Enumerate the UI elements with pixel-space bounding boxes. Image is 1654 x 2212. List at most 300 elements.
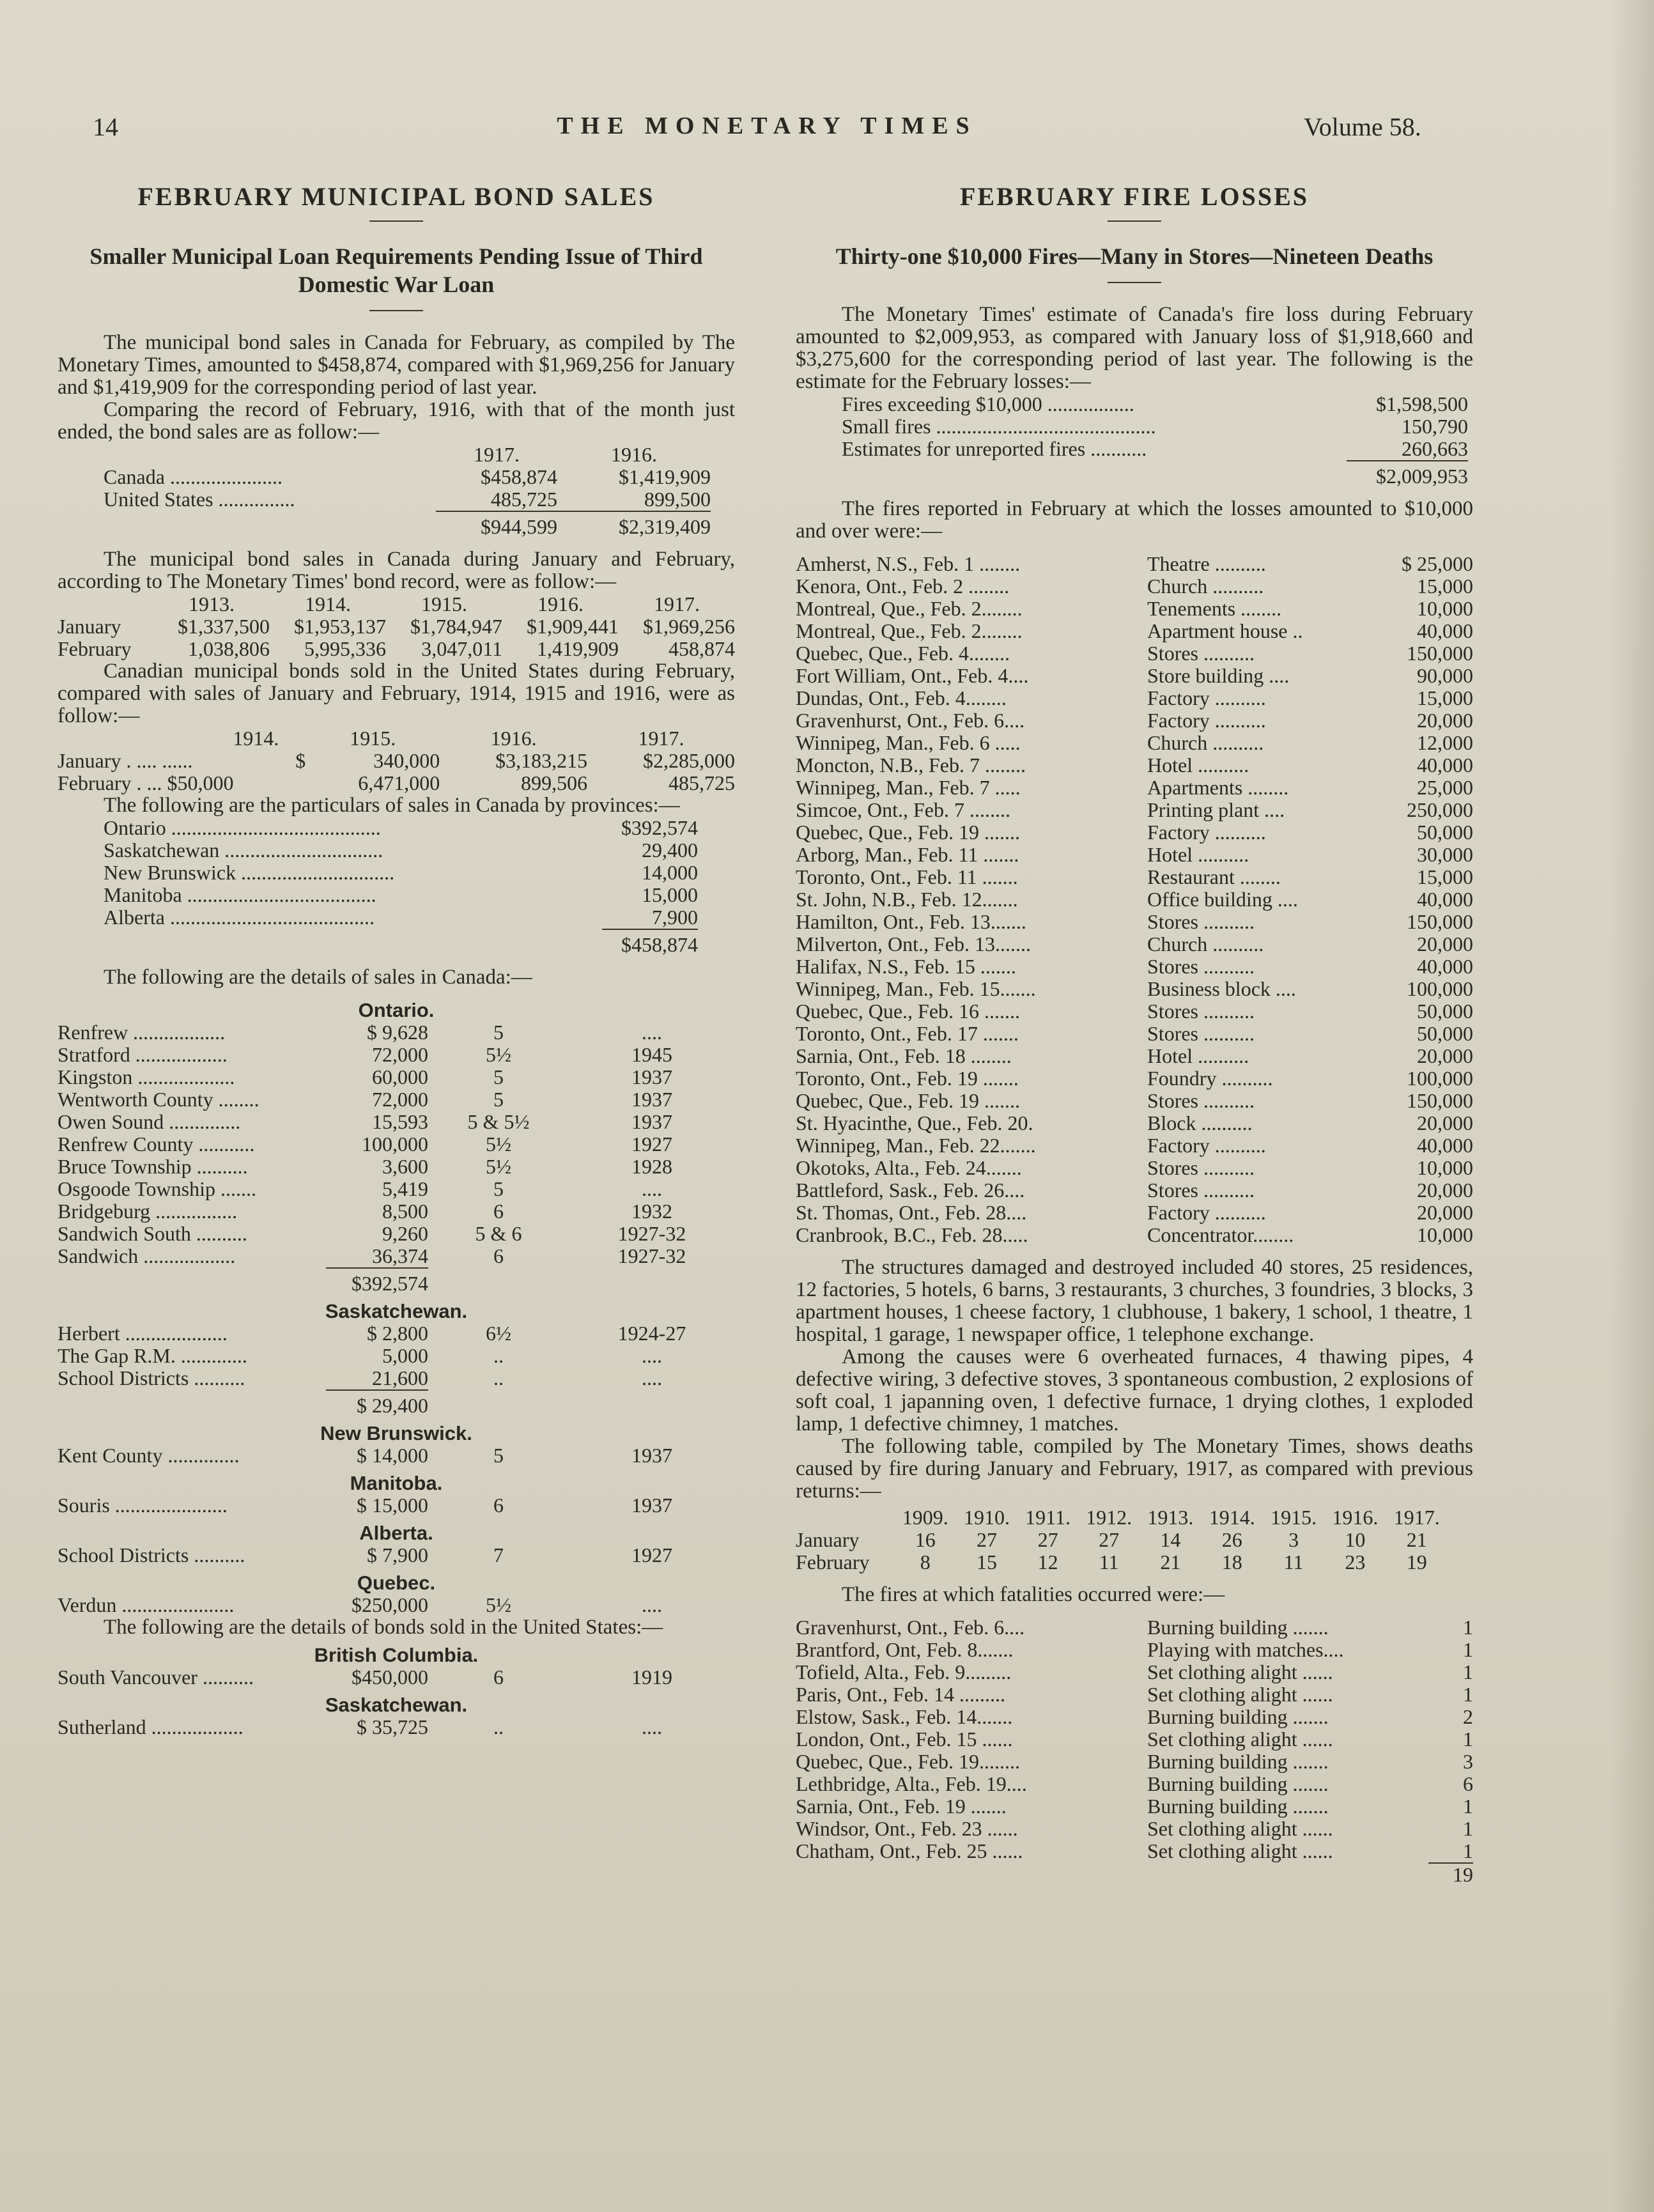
us-details-table xyxy=(58,1639,735,1738)
table-row xyxy=(796,978,1473,1000)
fire-property: Hotel .......... xyxy=(1147,754,1249,777)
section-heading: Ontario. xyxy=(358,999,435,1021)
table-row xyxy=(796,1751,1473,1773)
cell: $392,574 xyxy=(621,816,698,839)
cell: 5½ xyxy=(486,1593,511,1616)
paragraph: The municipal bond sales in Canada during January and February, according to The Monetary Times' bond record, were as follow:— xyxy=(58,548,735,593)
fatality-cause: Burning building ....... xyxy=(1147,1795,1329,1818)
fire-loss: 40,000 xyxy=(1417,619,1473,642)
details-table xyxy=(58,994,735,1616)
cell: 899,500 xyxy=(644,488,711,511)
cell: 9,260 xyxy=(382,1222,428,1245)
fire-loss: 20,000 xyxy=(1417,1111,1473,1134)
fire-location: Amherst, N.S., Feb. 1 ........ xyxy=(796,552,1021,575)
total-cell: 19 xyxy=(1428,1863,1473,1886)
column-header: 1916. xyxy=(537,592,584,615)
fire-property: Restaurant ........ xyxy=(1147,865,1281,888)
fire-location: Simcoe, Ont., Feb. 7 ........ xyxy=(796,798,1010,821)
cell: 8,500 xyxy=(382,1200,428,1223)
section-heading: New Brunswick. xyxy=(320,1422,472,1444)
cell: 21 xyxy=(1406,1528,1427,1551)
cell: $450,000 xyxy=(352,1666,428,1689)
fatality-count: 1 xyxy=(1463,1728,1473,1751)
fatality-location: Sarnia, Ont., Feb. 19 ....... xyxy=(796,1795,1007,1818)
fire-property: Hotel .......... xyxy=(1147,843,1249,866)
fire-location: Dundas, Ont., Feb. 4........ xyxy=(796,686,1007,709)
cell: $1,419,909 xyxy=(619,465,711,488)
cell: 485,725 xyxy=(669,771,735,794)
row-label: The Gap R.M. ............. xyxy=(58,1344,247,1367)
fire-loss: 40,000 xyxy=(1417,888,1473,911)
row-label: Ontario ......................................... xyxy=(104,817,381,839)
fire-property: Stores .......... xyxy=(1147,1156,1255,1179)
masthead: THE MONETARY TIMES xyxy=(557,112,977,139)
cell: $ xyxy=(295,749,306,772)
cell: 27 xyxy=(1037,1528,1058,1551)
fire-location: Montreal, Que., Feb. 2........ xyxy=(796,597,1023,620)
fatality-count: 6 xyxy=(1463,1772,1473,1795)
total-cell: $458,874 xyxy=(602,929,698,956)
paragraph: Among the causes were 6 overheated furnaces, 4 thawing pipes, 4 defective wiring, 3 defective stoves, 3 spontaneous combustion, 2 explosions of soft coal, 1 japanning oven, 1 defective furnace, 1 drying clothes, 1 exploded lamp, 1 defective chimney, 1 matches. xyxy=(796,1345,1473,1435)
fatality-count: 1 xyxy=(1463,1683,1473,1706)
estimate-table xyxy=(842,393,1468,488)
fatality-count: 1 xyxy=(1463,1795,1473,1818)
fire-location: Quebec, Que., Feb. 16 ....... xyxy=(796,1000,1021,1023)
cell: 5 & 5½ xyxy=(467,1110,530,1133)
fatality-cause: Burning building ....... xyxy=(1147,1705,1329,1728)
cell: 12 xyxy=(1037,1551,1058,1574)
cell: 1924-27 xyxy=(617,1322,686,1345)
row-label: Renfrew County ........... xyxy=(58,1133,255,1156)
fire-location: Sarnia, Ont., Feb. 18 ........ xyxy=(796,1044,1012,1067)
article-subtitle: Smaller Municipal Loan Requirements Pending Issue of Third Domestic War Loan xyxy=(89,244,703,297)
fire-location: St. Thomas, Ont., Feb. 28.... xyxy=(796,1201,1027,1224)
total-cell: $ 29,400 xyxy=(326,1390,428,1417)
fire-loss: 100,000 xyxy=(1407,1067,1473,1090)
cell: 1932 xyxy=(631,1200,672,1223)
table-row xyxy=(796,1157,1473,1179)
row-label: January xyxy=(796,1528,860,1551)
cell: 5½ xyxy=(486,1043,511,1066)
fire-loss: 20,000 xyxy=(1417,709,1473,732)
fire-location: Quebec, Que., Feb. 19 ....... xyxy=(796,821,1021,844)
row-label: Wentworth County ........ xyxy=(58,1088,259,1111)
cell: .... xyxy=(642,1715,662,1738)
right-column xyxy=(796,182,1473,1886)
fire-property: Church .......... xyxy=(1147,932,1264,955)
fire-location: Winnipeg, Man., Feb. 22....... xyxy=(796,1134,1036,1157)
paragraph: The municipal bond sales in Canada for February, as compiled by The Monetary Times, amounted to $458,874, compared with $1,969,256 for January and $1,419,909 for the corresponding period of last year. xyxy=(58,331,735,399)
article-title: FEBRUARY MUNICIPAL BOND SALES xyxy=(137,182,655,211)
cell: 1927 xyxy=(631,1543,672,1566)
cell: 16 xyxy=(915,1528,936,1551)
cell: 7 xyxy=(493,1543,504,1566)
fatality-count: 2 xyxy=(1463,1705,1473,1728)
row-label: January . .... ...... xyxy=(58,749,193,772)
cell: 1945 xyxy=(631,1043,672,1066)
paragraph: The Monetary Times' estimate of Canada's fire loss during February amounted to $2,009,953, as compared with January loss of $1,918,660 and $3,275,600 for the corresponding period of last year. The following is the estimate for the February losses:— xyxy=(796,303,1473,393)
cell: $1,909,441 xyxy=(527,615,619,638)
fatality-cause: Set clothing alight ...... xyxy=(1147,1817,1333,1840)
cell: 6½ xyxy=(486,1322,511,1345)
paragraph: The following are the particulars of sales in Canada by provinces:— xyxy=(104,794,680,817)
row-label: Sandwich South .......... xyxy=(58,1222,247,1245)
fatalities-table xyxy=(796,1616,1473,1886)
fire-loss: 12,000 xyxy=(1417,731,1473,754)
fire-location: Battleford, Sask., Feb. 26.... xyxy=(796,1179,1025,1202)
paragraph: The following are the details of sales in Canada:— xyxy=(104,966,532,989)
column-header: 1915. xyxy=(1271,1506,1317,1529)
cell: 5½ xyxy=(486,1155,511,1178)
fire-loss: 30,000 xyxy=(1417,843,1473,866)
fire-property: Block .......... xyxy=(1147,1111,1253,1134)
cell: $1,953,137 xyxy=(294,615,386,638)
column-header: 1916. xyxy=(490,727,537,750)
table-row xyxy=(796,799,1473,821)
fire-location: St. Hyacinthe, Que., Feb. 20. xyxy=(796,1111,1033,1134)
table-row xyxy=(796,1224,1473,1246)
fatality-cause: Set clothing alight ...... xyxy=(1147,1728,1333,1751)
fire-loss: 40,000 xyxy=(1417,754,1473,777)
table-row xyxy=(796,1179,1473,1202)
cell: .... xyxy=(642,1177,662,1200)
fire-property: Stores .......... xyxy=(1147,1089,1255,1112)
column-header: 1916. xyxy=(1332,1506,1379,1529)
cell: 14,000 xyxy=(642,861,698,884)
fatality-cause: Burning building ....... xyxy=(1147,1772,1329,1795)
table-row xyxy=(796,1639,1473,1661)
fire-loss: 10,000 xyxy=(1417,1223,1473,1246)
fire-location: Quebec, Que., Feb. 4........ xyxy=(796,642,1010,665)
fire-property: Tenements ........ xyxy=(1147,597,1282,620)
fire-property: Office building .... xyxy=(1147,888,1298,911)
table-row xyxy=(796,1529,1448,1551)
fire-location: Quebec, Que., Feb. 19 ....... xyxy=(796,1089,1021,1112)
fire-property: Factory .......... xyxy=(1147,1134,1266,1157)
cell: 5 xyxy=(493,1021,504,1044)
table-row xyxy=(796,844,1473,866)
cell: $ 35,725 xyxy=(357,1715,428,1738)
cell: 23 xyxy=(1345,1551,1366,1574)
row-label: Canada ...................... xyxy=(104,465,282,488)
cell: 7,900 xyxy=(652,906,698,929)
fire-property: Factory .......... xyxy=(1147,1201,1266,1224)
page-number: 14 xyxy=(93,112,118,141)
column-header: 1910. xyxy=(964,1506,1010,1529)
deaths-table xyxy=(796,1506,1448,1574)
cell: $2,285,000 xyxy=(643,749,735,772)
cell: .... xyxy=(642,1021,662,1044)
cell: 5 & 6 xyxy=(475,1222,522,1245)
total-cell: $392,574 xyxy=(326,1268,428,1295)
row-label: Verdun ...................... xyxy=(58,1593,235,1616)
cell: 72,000 xyxy=(372,1043,428,1066)
table-row xyxy=(796,777,1473,799)
row-label: Saskatchewan ............................... xyxy=(104,839,383,862)
paragraph: The following table, compiled by The Monetary Times, shows deaths caused by fire during January and February, 1917, as compared with previous returns:— xyxy=(796,1435,1473,1503)
section-heading: Quebec. xyxy=(357,1572,436,1594)
table-row xyxy=(796,687,1473,709)
fire-loss: 20,000 xyxy=(1417,1179,1473,1202)
cell: 15,593 xyxy=(372,1110,428,1133)
fire-property: Printing plant .... xyxy=(1147,798,1285,821)
left-column xyxy=(58,182,735,1738)
cell: 21 xyxy=(1160,1551,1181,1574)
cell: 6 xyxy=(493,1244,504,1267)
row-label: Sutherland .................. xyxy=(58,1715,243,1738)
fatality-cause: Burning building ....... xyxy=(1147,1616,1329,1639)
table-row xyxy=(796,1112,1473,1134)
cell: 5 xyxy=(493,1088,504,1111)
fire-location: Halifax, N.S., Feb. 15 ....... xyxy=(796,955,1016,978)
cell: 27 xyxy=(977,1528,998,1551)
column-header: 1914. xyxy=(1209,1506,1255,1529)
cell: 27 xyxy=(1099,1528,1120,1551)
paragraph: Canadian municipal bonds sold in the United States during February, compared with sales of January and February, 1914, 1915 and 1916, were as follow:— xyxy=(58,660,735,727)
cell: 1937 xyxy=(631,1110,672,1133)
cell: 5 xyxy=(493,1177,504,1200)
fire-location: Montreal, Que., Feb. 2........ xyxy=(796,619,1023,642)
column-header: 1917. xyxy=(1393,1506,1440,1529)
row-label: Osgoode Township ....... xyxy=(58,1177,256,1200)
table-row xyxy=(796,1840,1473,1863)
table-row xyxy=(796,1045,1473,1067)
column-header: 1914. xyxy=(305,592,351,615)
fatality-location: Lethbridge, Alta., Feb. 19.... xyxy=(796,1772,1027,1795)
cell: .. xyxy=(493,1366,504,1389)
fatality-location: Gravenhurst, Ont., Feb. 6.... xyxy=(796,1616,1025,1639)
table-row xyxy=(796,1773,1473,1795)
row-label: Bruce Township .......... xyxy=(58,1155,248,1178)
cell: $ 7,900 xyxy=(367,1543,428,1566)
fatality-count: 1 xyxy=(1463,1660,1473,1683)
table-row xyxy=(796,933,1473,955)
fire-loss: 20,000 xyxy=(1417,1201,1473,1224)
fire-loss: 10,000 xyxy=(1417,597,1473,620)
fire-location: Fort William, Ont., Feb. 4.... xyxy=(796,664,1029,687)
fire-location: Toronto, Ont., Feb. 19 ....... xyxy=(796,1067,1019,1090)
column-header: 1915. xyxy=(350,727,396,750)
fire-location: Gravenhurst, Ont., Feb. 6.... xyxy=(796,709,1025,732)
section-heading: Saskatchewan. xyxy=(325,1694,468,1716)
cell: 18 xyxy=(1221,1551,1242,1574)
cell: 5,000 xyxy=(382,1344,428,1367)
cell: $ 14,000 xyxy=(357,1444,428,1467)
fire-loss: 20,000 xyxy=(1417,1044,1473,1067)
cell: $1,598,500 xyxy=(1376,392,1468,415)
cell: 29,400 xyxy=(642,839,698,862)
cell: 5,995,336 xyxy=(304,637,386,660)
fatality-cause: Set clothing alight ...... xyxy=(1147,1660,1333,1683)
table-row xyxy=(796,1683,1473,1706)
row-label: Stratford .................. xyxy=(58,1043,228,1066)
total-cell: $944,599 xyxy=(436,511,557,538)
fatality-location: Elstow, Sask., Feb. 14....... xyxy=(796,1705,1013,1728)
fire-property: Hotel .......... xyxy=(1147,1044,1249,1067)
fatality-cause: Burning building ....... xyxy=(1147,1750,1329,1773)
fire-loss: 20,000 xyxy=(1417,932,1473,955)
cell: 100,000 xyxy=(362,1133,428,1156)
column-header: 1909. xyxy=(902,1506,948,1529)
table-row xyxy=(796,1795,1473,1818)
section-heading: Alberta. xyxy=(359,1522,433,1544)
cell: $1,337,500 xyxy=(178,615,270,638)
cell: 1937 xyxy=(631,1065,672,1088)
section-heading: British Columbia. xyxy=(314,1644,479,1666)
table-row xyxy=(796,1202,1473,1224)
column-header: 1914. xyxy=(233,727,279,750)
cell: .. xyxy=(493,1715,504,1738)
fire-property: Factory .......... xyxy=(1147,709,1266,732)
fatality-location: Tofield, Alta., Feb. 9......... xyxy=(796,1660,1012,1683)
cell: 6 xyxy=(493,1666,504,1689)
table-row xyxy=(796,575,1473,598)
column-header: 1917. xyxy=(654,592,700,615)
table-row xyxy=(796,911,1473,933)
cell: 1,419,909 xyxy=(537,637,619,660)
provinces-table xyxy=(104,817,698,956)
cell: $ 15,000 xyxy=(357,1494,428,1517)
row-label: Estimates for unreported fires ........... xyxy=(842,438,1147,460)
fire-loss: 50,000 xyxy=(1417,821,1473,844)
column-header: 1915. xyxy=(421,592,467,615)
table-row xyxy=(796,1616,1473,1639)
fatality-cause: Playing with matches.... xyxy=(1147,1638,1344,1661)
cell: .... xyxy=(642,1366,662,1389)
fire-location: St. John, N.B., Feb. 12....... xyxy=(796,888,1018,911)
column-header: 1912. xyxy=(1086,1506,1132,1529)
fire-loss: 10,000 xyxy=(1417,1156,1473,1179)
paragraph: The fires at which fatalities occurred were:— xyxy=(842,1583,1225,1606)
table-row xyxy=(796,1661,1473,1683)
table-row xyxy=(796,888,1473,911)
fire-loss: 150,000 xyxy=(1407,642,1473,665)
fire-property: Apartments ........ xyxy=(1147,776,1289,799)
column-header: 1917. xyxy=(474,443,520,466)
fire-location: Toronto, Ont., Feb. 17 ....... xyxy=(796,1022,1019,1045)
fire-loss: 90,000 xyxy=(1417,664,1473,687)
title-rule xyxy=(369,220,423,222)
row-label: February . ... $50,000 xyxy=(58,771,234,794)
subtitle-rule xyxy=(1108,282,1161,283)
cell: 60,000 xyxy=(372,1065,428,1088)
cell: $1,969,256 xyxy=(643,615,735,638)
title-rule xyxy=(1108,220,1161,222)
fire-property: Stores .......... xyxy=(1147,955,1255,978)
cell: 21,600 xyxy=(372,1366,428,1389)
paragraph: Comparing the record of February, 1916, with that of the month just ended, the bond sales are as follow:— xyxy=(58,398,735,444)
us-sales-table xyxy=(58,727,735,794)
fire-property: Church .......... xyxy=(1147,731,1264,754)
cell: 1937 xyxy=(631,1444,672,1467)
table-row xyxy=(796,1023,1473,1045)
cell: 15 xyxy=(977,1551,998,1574)
section-heading: Saskatchewan. xyxy=(325,1300,468,1322)
row-label: Renfrew .................. xyxy=(58,1021,226,1044)
cell: 899,506 xyxy=(521,771,588,794)
cell: $1,784,947 xyxy=(410,615,502,638)
fire-property: Stores .......... xyxy=(1147,1022,1255,1045)
fire-loss: 40,000 xyxy=(1417,955,1473,978)
fire-location: Arborg, Man., Feb. 11 ....... xyxy=(796,843,1019,866)
cell: 1927-32 xyxy=(617,1244,686,1267)
cell: 458,874 xyxy=(669,637,735,660)
running-header xyxy=(0,112,1654,150)
cell: .... xyxy=(642,1344,662,1367)
row-label: School Districts .......... xyxy=(58,1366,245,1389)
fire-loss: 250,000 xyxy=(1407,798,1473,821)
table-row xyxy=(796,1090,1473,1112)
cell: 485,725 xyxy=(491,488,557,511)
page-edge-shadow xyxy=(1609,0,1654,2212)
table-row xyxy=(796,821,1473,844)
row-label: January xyxy=(58,615,121,638)
cell: 3,047,011 xyxy=(421,637,502,660)
fire-property: Factory .......... xyxy=(1147,686,1266,709)
cell: 36,374 xyxy=(372,1244,428,1267)
fire-location: Moncton, N.B., Feb. 7 ........ xyxy=(796,754,1026,777)
fire-loss: 100,000 xyxy=(1407,977,1473,1000)
table-row xyxy=(796,866,1473,888)
fire-loss: 15,000 xyxy=(1417,865,1473,888)
row-label: Owen Sound .............. xyxy=(58,1110,241,1133)
row-label: United States ............... xyxy=(104,488,295,511)
cell: 15,000 xyxy=(642,883,698,906)
cell: 260,663 xyxy=(1402,437,1468,460)
cell: 11 xyxy=(1283,1551,1304,1574)
row-label: Fires exceeding $10,000 ................. xyxy=(842,393,1134,415)
fire-location: Hamilton, Ont., Feb. 13....... xyxy=(796,910,1026,933)
cell: 6 xyxy=(493,1200,504,1223)
cell: 10 xyxy=(1345,1528,1366,1551)
fire-loss: 150,000 xyxy=(1407,910,1473,933)
cell: $250,000 xyxy=(352,1593,428,1616)
fire-location: Cranbrook, B.C., Feb. 28..... xyxy=(796,1223,1028,1246)
cell: 5 xyxy=(493,1444,504,1467)
cell: 1928 xyxy=(631,1155,672,1178)
total-cell: $2,009,953 xyxy=(1347,461,1468,488)
fatality-location: Chatham, Ont., Feb. 25 ...... xyxy=(796,1839,1023,1862)
fire-location: Winnipeg, Man., Feb. 15....... xyxy=(796,977,1036,1000)
fire-property: Stores .......... xyxy=(1147,1000,1255,1023)
table-row xyxy=(796,1000,1473,1023)
cell xyxy=(796,1863,1147,1886)
cell: 11 xyxy=(1099,1551,1119,1574)
table-row xyxy=(796,1551,1448,1574)
fatality-count: 1 xyxy=(1463,1616,1473,1639)
cell: 1,038,806 xyxy=(188,637,270,660)
fire-loss: 15,000 xyxy=(1417,575,1473,598)
fire-property: Stores .......... xyxy=(1147,910,1255,933)
table-row xyxy=(796,1728,1473,1751)
fire-property: Foundry .......... xyxy=(1147,1067,1273,1090)
subtitle-rule xyxy=(369,310,423,311)
row-label: Herbert .................... xyxy=(58,1322,228,1345)
row-label: Kent County .............. xyxy=(58,1444,240,1467)
table-row xyxy=(796,1818,1473,1840)
fire-loss: $ 25,000 xyxy=(1402,552,1473,575)
cell: 3,600 xyxy=(382,1155,428,1178)
total-cell: $2,319,409 xyxy=(557,511,711,538)
fire-location: Okotoks, Alta., Feb. 24....... xyxy=(796,1156,1022,1179)
fatality-location: Quebec, Que., Feb. 19........ xyxy=(796,1750,1021,1773)
fatality-location: Brantford, Ont, Feb. 8....... xyxy=(796,1638,1014,1661)
fatality-count: 1 xyxy=(1463,1638,1473,1661)
cell: 72,000 xyxy=(372,1088,428,1111)
row-label: Manitoba ..................................... xyxy=(104,884,376,906)
cell xyxy=(796,1506,895,1529)
table-row xyxy=(796,553,1473,575)
